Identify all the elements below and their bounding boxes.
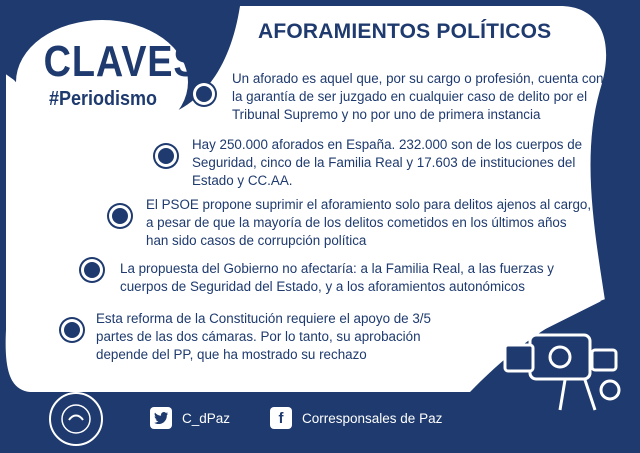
page-title: AFORAMIENTOS POLÍTICOS (258, 20, 552, 43)
corresponsales-logo (49, 392, 103, 446)
point-4: La propuesta del Gobierno no afectaría: a la Familia Real, a las fuerzas y cuerpos de Seguridad del Estado, y a los aforamientos autonómicos (120, 261, 554, 294)
badge-title: CLAVES (43, 37, 200, 86)
facebook-page-name: Corresponsales de Paz (302, 410, 443, 426)
facebook-icon: f (270, 407, 292, 429)
bullet-icon (158, 148, 174, 164)
point-2: Hay 250.000 aforados en España. 232.000 son de los cuerpos de Seguridad, cinco de la Familia Real y 17.603 de instituciones del Estado y CC.AA. (192, 137, 583, 188)
facebook-link[interactable] (270, 407, 442, 429)
claves-badge (34, 37, 200, 110)
point-1: Un aforado es aquel que, por su cargo o profesión, cuenta con la garantía de ser juzgado en cualquier caso de delito por el Tribunal Supremo y no por uno de primera instancia (232, 71, 604, 122)
point-3: El PSOE propone suprimir el aforamiento solo para delitos ajenos al cargo, a pesar de que la mayoría de los delitos cometidos en los últimos años han sido casos de corrupción política (146, 197, 592, 248)
bullet-icon (112, 208, 128, 224)
bullet-icon (84, 262, 100, 278)
badge-hashtag: #Periodismo (48, 88, 158, 110)
bullet-icon (196, 86, 212, 102)
bullet-icon (64, 322, 80, 338)
twitter-link[interactable] (150, 407, 230, 429)
twitter-icon (150, 407, 172, 429)
point-5: Esta reforma de la Constitución requiere el apoyo de 3/5 partes de las dos cámaras. Por lo tanto, su aprobación depende del PP, que ha mostrado su rechazo (96, 311, 431, 362)
twitter-handle: C_dPaz (182, 410, 231, 426)
